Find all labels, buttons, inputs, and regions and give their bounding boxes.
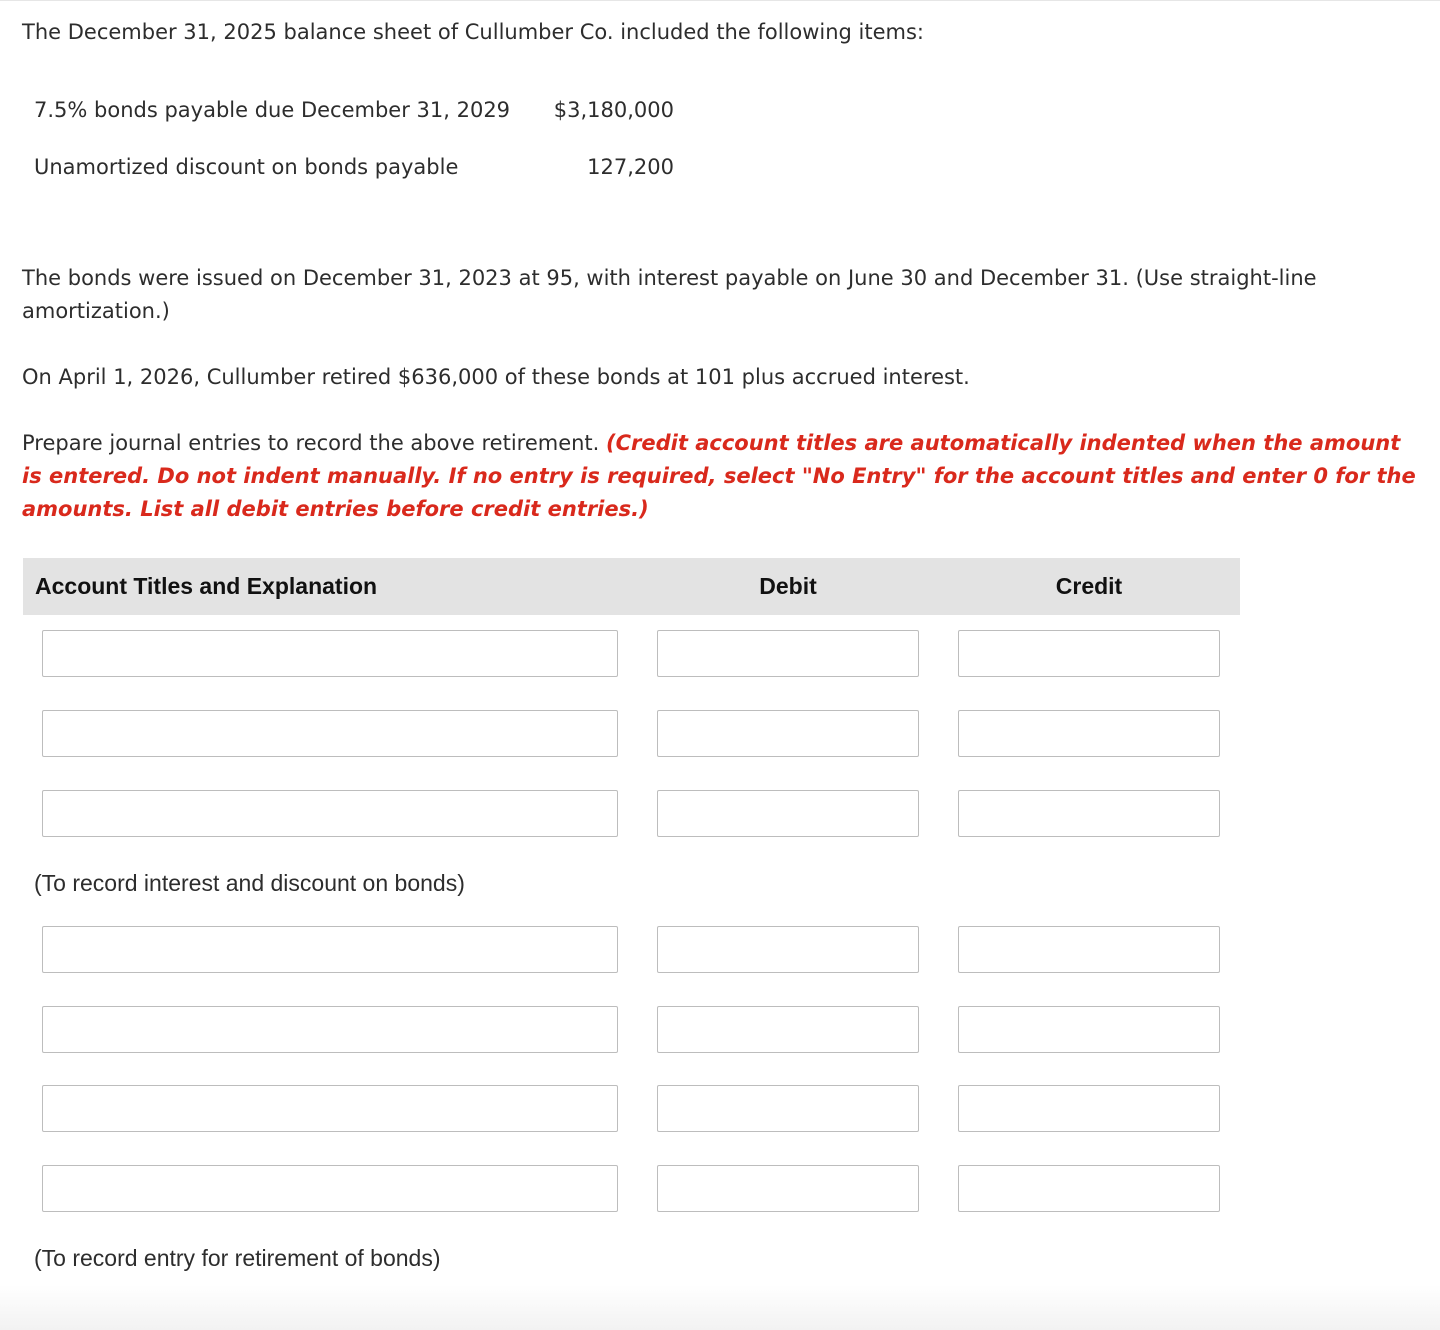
account-title-input[interactable] bbox=[42, 1085, 618, 1132]
bottom-fade bbox=[0, 1285, 1440, 1330]
balance-item-row bbox=[34, 94, 674, 151]
account-title-input[interactable] bbox=[42, 926, 618, 973]
debit-input[interactable] bbox=[657, 926, 919, 973]
account-title-input[interactable] bbox=[42, 710, 618, 757]
debit-input[interactable] bbox=[657, 1085, 919, 1132]
credit-input[interactable] bbox=[958, 1165, 1220, 1212]
account-title-input[interactable] bbox=[42, 1006, 618, 1053]
debit-input[interactable] bbox=[657, 630, 919, 677]
balance-item-amount: $3,180,000 bbox=[553, 98, 674, 122]
credit-input[interactable] bbox=[958, 1006, 1220, 1053]
header-debit: Debit bbox=[759, 573, 817, 599]
credit-input[interactable] bbox=[958, 710, 1220, 757]
instruction-paragraph bbox=[22, 427, 1422, 526]
top-divider bbox=[0, 0, 1440, 1]
entry-explanation: (To record interest and discount on bonds) bbox=[34, 870, 465, 896]
debit-input[interactable] bbox=[657, 1165, 919, 1212]
account-title-input[interactable] bbox=[42, 1165, 618, 1212]
credit-input[interactable] bbox=[958, 630, 1220, 677]
instruction-lead: Prepare journal entries to record the above retirement. bbox=[22, 431, 607, 455]
header-credit: Credit bbox=[1055, 573, 1123, 599]
entry-explanation: (To record entry for retirement of bonds) bbox=[34, 1245, 441, 1271]
credit-input[interactable] bbox=[958, 1085, 1220, 1132]
credit-input[interactable] bbox=[958, 790, 1220, 837]
account-title-input[interactable] bbox=[42, 790, 618, 837]
retirement-paragraph: On April 1, 2026, Cullumber retired $636,000 of these bonds at 101 plus accrued interest. bbox=[22, 365, 970, 389]
debit-input[interactable] bbox=[657, 710, 919, 757]
issue-paragraph: The bonds were issued on December 31, 2023 at 95, with interest payable on June 30 and December 31. (Use straight-line amortization.) bbox=[22, 266, 1317, 323]
journal-table-header bbox=[23, 558, 1240, 615]
header-account-titles: Account Titles and Explanation bbox=[35, 573, 378, 599]
debit-input[interactable] bbox=[657, 790, 919, 837]
balance-items bbox=[34, 94, 674, 208]
intro-text: The December 31, 2025 balance sheet of Cullumber Co. included the following items: bbox=[22, 20, 924, 44]
instruction-note: (Credit account titles are automatically indented when the amount is entered. Do not indent manually. If no entry is required, select "No Entry" for the account titles and enter 0 for the amounts. List all debit entries before credit entries.) bbox=[22, 431, 1416, 521]
balance-item-row bbox=[34, 151, 674, 208]
balance-item-label: 7.5% bonds payable due December 31, 2029 bbox=[34, 98, 511, 122]
debit-input[interactable] bbox=[657, 1006, 919, 1053]
balance-item-amount: 127,200 bbox=[587, 155, 674, 179]
balance-item-label: Unamortized discount on bonds payable bbox=[34, 155, 459, 179]
account-title-input[interactable] bbox=[42, 630, 618, 677]
credit-input[interactable] bbox=[958, 926, 1220, 973]
